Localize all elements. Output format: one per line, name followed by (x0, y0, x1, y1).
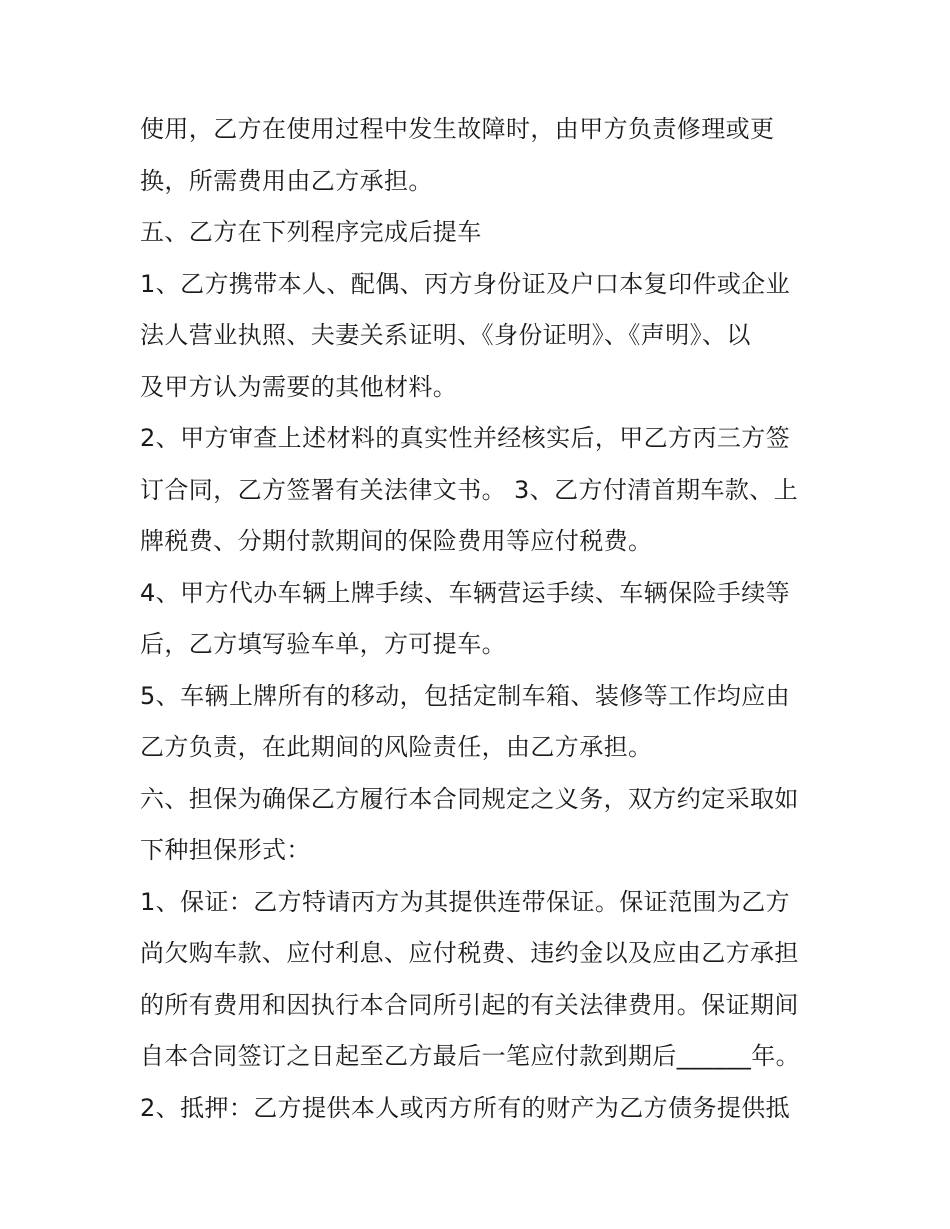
text-line: 的所有费用和因执行本合同所引起的有关法律费用。保证期间 (140, 990, 799, 1019)
text-line: 法人营业执照、夫妻关系证明、《身份证明》、《声明》、以 (140, 321, 751, 349)
text-line: 2、抵押：乙方提供本人或丙方所有的财产为乙方债务提供抵 (140, 1093, 791, 1122)
document-body (140, 104, 820, 1134)
text-line: 乙方负责，在此期间的风险责任，由乙方承担。 (140, 733, 653, 761)
text-line: 牌税费、分期付款期间的保险费用等应付税费。 (140, 527, 653, 555)
text-line: 2、甲方审查上述材料的真实性并经核实后，甲乙方丙三方签 (140, 424, 791, 452)
text-line: 使用，乙方在使用过程中发生故障时，由甲方负责修理或更 (140, 115, 775, 143)
text-line: 后，乙方填写验车单，方可提车。 (140, 630, 506, 658)
text-line: 1、乙方携带本人、配偶、丙方身份证及户口本复印件或企业 (140, 269, 791, 298)
text-line: 自本合同签订之日起至乙方最后一笔应付款到期后______年。 (140, 1042, 800, 1070)
text-line: 及甲方认为需要的其他材料。 (140, 372, 458, 401)
text-line: 尚欠购车款、应付利息、应付税费、违约金以及应由乙方承担 (140, 939, 799, 967)
text-line: 下种担保形式： (140, 836, 311, 864)
section-heading: 六、担保为确保乙方履行本合同规定之义务，双方约定采取如 (140, 784, 799, 813)
section-heading: 五、乙方在下列程序完成后提车 (140, 218, 482, 246)
text-line: 订合同，乙方签署有关法律文书。 3、乙方付清首期车款、上 (140, 475, 799, 504)
text-line: 5、车辆上牌所有的移动，包括定制车箱、装修等工作均应由 (140, 681, 791, 710)
text-line: 换，所需费用由乙方承担。 (140, 166, 433, 195)
text-line: 1、保证：乙方特请丙方为其提供连带保证。保证范围为乙方 (140, 887, 791, 916)
text-line: 4、甲方代办车辆上牌手续、车辆营运手续、车辆保险手续等 (140, 578, 791, 607)
